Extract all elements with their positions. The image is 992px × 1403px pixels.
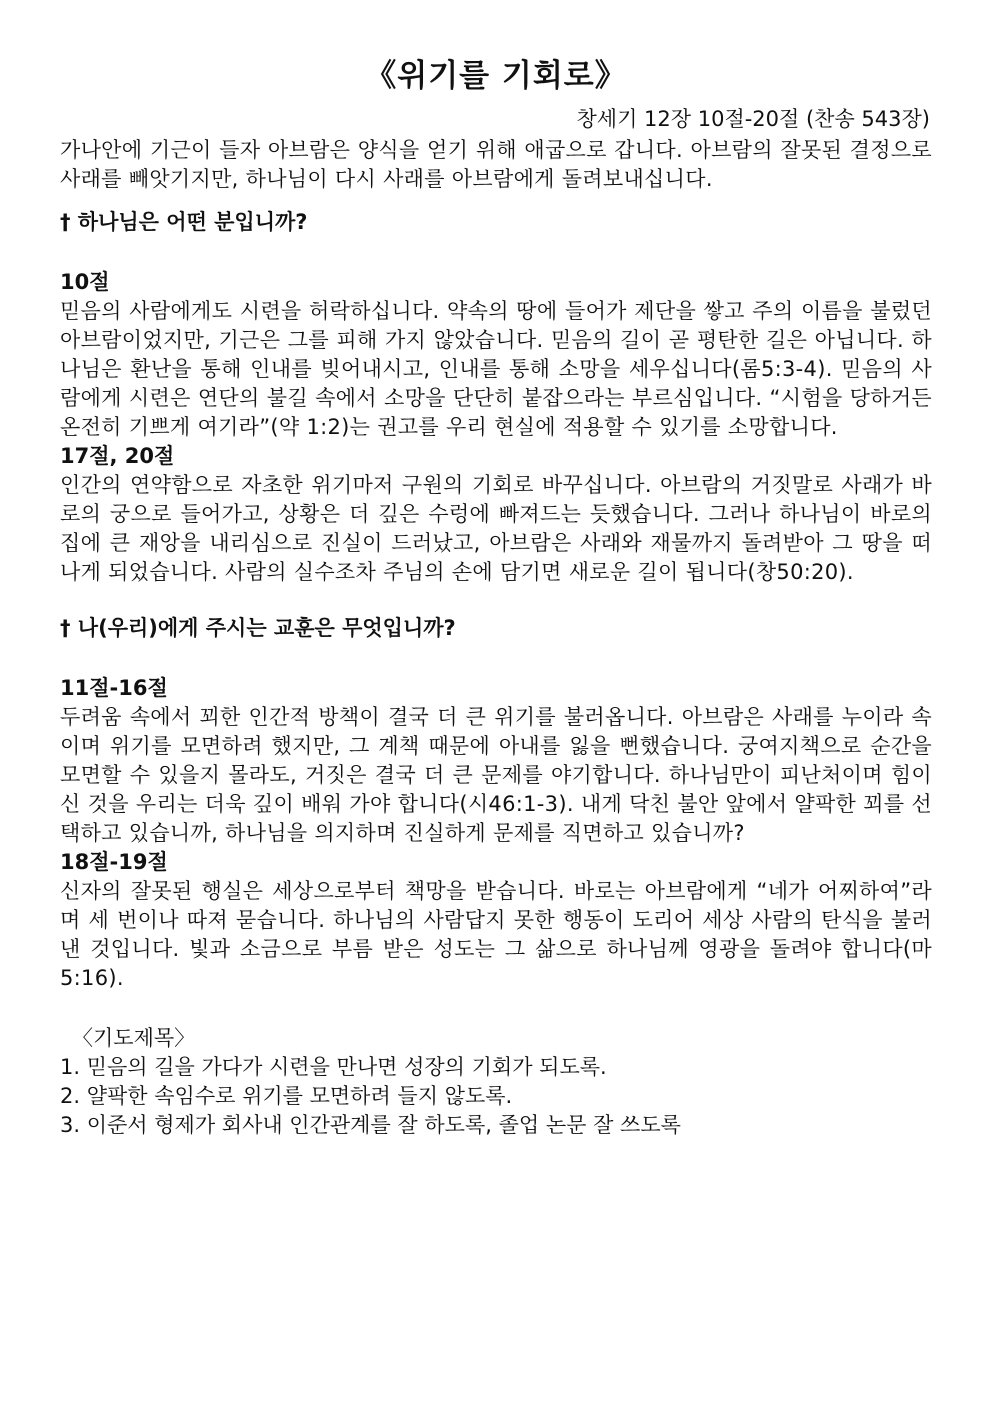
prayer-heading: 〈기도제목〉 <box>72 1026 196 1050</box>
prayer-item: 2. 얄팍한 속임수로 위기를 모면하려 들지 않도록. <box>60 1084 513 1108</box>
page-title: 《위기를 기회로》 <box>365 58 627 94</box>
verse-paragraph: 인간의 연약함으로 자초한 위기마저 구원의 기회로 바꾸십니다. 아브람의 거짓말로 사래가 바로의 궁으로 들어가고, 상황은 더 깊은 수렁에 빠져드는 듯했습니다. 그러나 하나님이 바로의 집에 큰 재앙을 내리심으로 진실이 드러났고, 아브람은 사래와 재물까지 돌려받아 그 땅을 떠나게 되었습니다. 사람의 실수조차 주님의 손에 담기면 새로운 길이 됩니다(창50:20). <box>60 473 932 584</box>
verse-paragraph: 믿음의 사람에게도 시련을 허락하십니다. 약속의 땅에 들어가 제단을 쌓고 주의 이름을 불렀던 아브람이었지만, 기근은 그를 피해 가지 않았습니다. 믿음의 길이 곧 평탄한 길은 아닙니다. 하나님은 환난을 통해 인내를 빚어내시고, 인내를 통해 소망을 세우십니다(롬5:3-4). 믿음의 사람에게 시련은 연단의 불길 속에서 소망을 단단히 붙잡으라는 부르심입니다. “시험을 당하거든 온전히 기쁘게 여기라”(약 1:2)는 권고를 우리 현실에 적용할 수 있기를 소망합니다. <box>60 299 932 439</box>
verse-heading: 10절 <box>60 270 110 294</box>
verse-heading: 18절-19절 <box>60 850 168 874</box>
question-heading-2: † 나(우리)에게 주시는 교훈은 무엇입니까? <box>60 616 456 640</box>
verse-heading: 17절, 20절 <box>60 444 175 468</box>
intro-paragraph: 가나안에 기근이 들자 아브람은 양식을 얻기 위해 애굽으로 갑니다. 아브람의 잘못된 결정으로 사래를 빼앗기지만, 하나님이 다시 사래를 아브람에게 돌려보내십니다. <box>60 138 932 191</box>
prayer-item: 1. 믿음의 길을 가다가 시련을 만나면 성장의 기회가 되도록. <box>60 1055 607 1079</box>
bulletin-page <box>60 50 932 1140</box>
scripture-reference: 창세기 12장 10절-20절 (찬송 543장) <box>576 107 930 131</box>
prayer-item: 3. 이준서 형제가 회사내 인간관계를 잘 하도록, 졸업 논문 잘 쓰도록 <box>60 1113 681 1137</box>
verse-paragraph: 신자의 잘못된 행실은 세상으로부터 책망을 받습니다. 바로는 아브람에게 “네가 어찌하여”라며 세 번이나 따져 묻습니다. 하나님의 사람답지 못한 행동이 도리어 세상 사람의 탄식을 불러낸 것입니다. 빛과 소금으로 부름 받은 성도는 그 삶으로 하나님께 영광을 돌려야 합니다(마5:16). <box>60 879 932 990</box>
verse-paragraph: 두려움 속에서 꾀한 인간적 방책이 결국 더 큰 위기를 불러옵니다. 아브람은 사래를 누이라 속이며 위기를 모면하려 했지만, 그 계책 때문에 아내를 잃을 뻔했습니다. 궁여지책으로 순간을 모면할 수 있을지 몰라도, 거짓은 결국 더 큰 문제를 야기합니다. 하나님만이 피난처이며 힘이신 것을 우리는 더욱 깊이 배워 가야 합니다(시46:1-3). 내게 닥친 불안 앞에서 얄팍한 꾀를 선택하고 있습니까, 하나님을 의지하며 진실하게 문제를 직면하고 있습니까? <box>60 705 932 845</box>
question-heading-1: † 하나님은 어떤 분입니까? <box>60 210 308 234</box>
verse-heading: 11절-16절 <box>60 676 168 700</box>
